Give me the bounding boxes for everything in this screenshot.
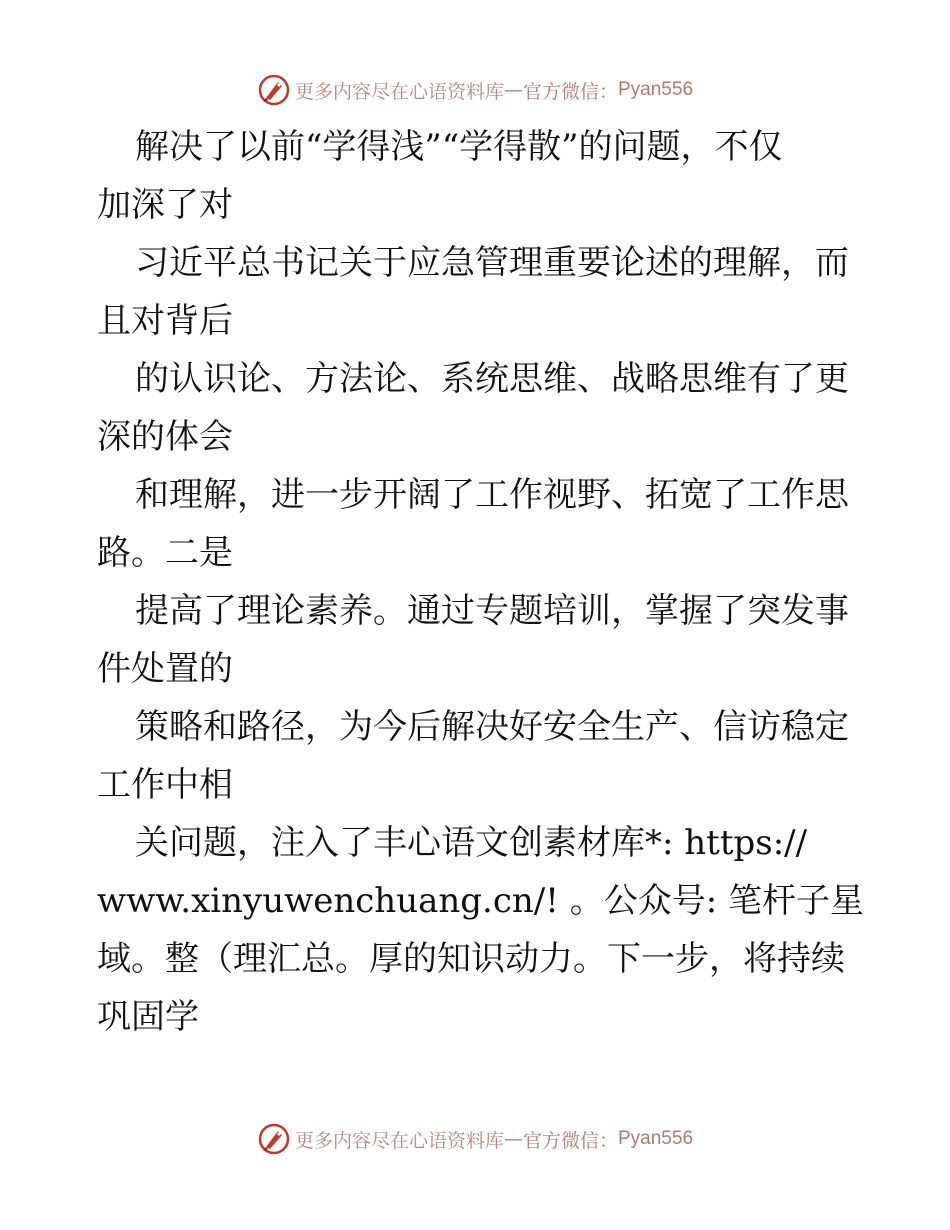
watermark-brand-text: 更多内容尽在心语资料库 [294, 1129, 504, 1152]
watermark-wechat-id: Pyan556 [618, 1128, 694, 1149]
text-line: 提高了理论素养。通过专题培训，掌握了突发事 [135, 591, 849, 631]
text-line: 工作中相 [97, 765, 233, 805]
watermark-brand-text: 更多内容尽在心语资料库 [294, 80, 504, 103]
text-line: 巩固学 [97, 997, 199, 1037]
text-line: 域。整（理汇总。厚的知识动力。下一步，将持续 [97, 939, 845, 979]
watermark-wechat-id: Pyan556 [618, 79, 694, 100]
text-line: 路。二是 [97, 533, 233, 573]
text-line: 和理解，进一步开阔了工作视野、拓宽了工作思 [135, 475, 849, 515]
text-line: 习近平总书记关于应急管理重要论述的理解，而 [135, 243, 849, 283]
watermark-separator: — [503, 79, 523, 101]
text-line: www.xinyuwenchuang.cn/! 。公众号: 笔杆子星 [97, 881, 864, 921]
text-line: 策略和路径，为今后解决好安全生产、信访稳定 [135, 707, 849, 747]
pen-nib-logo-icon [257, 73, 291, 107]
watermark-wechat-label: 官方微信： [522, 80, 618, 103]
text-line: 的认识论、方法论、系统思维、战略思维有了更 [135, 359, 849, 399]
document-body [97, 118, 864, 1046]
watermark-separator: — [503, 1128, 523, 1150]
text-line: 件处置的 [97, 649, 233, 689]
text-line: 解决了以前“学得浅”“学得散”的问题，不仅 [135, 127, 783, 167]
header-watermark [0, 70, 950, 110]
footer-watermark [0, 1119, 950, 1159]
text-line: 加深了对 [97, 185, 233, 225]
watermark-wechat-label: 官方微信： [522, 1129, 618, 1152]
text-line: 关问题，注入了丰心语文创素材库*: https:// [135, 823, 808, 863]
pen-nib-logo-icon [257, 1122, 291, 1156]
text-line: 且对背后 [97, 301, 233, 341]
text-line: 深的体会 [97, 417, 233, 457]
